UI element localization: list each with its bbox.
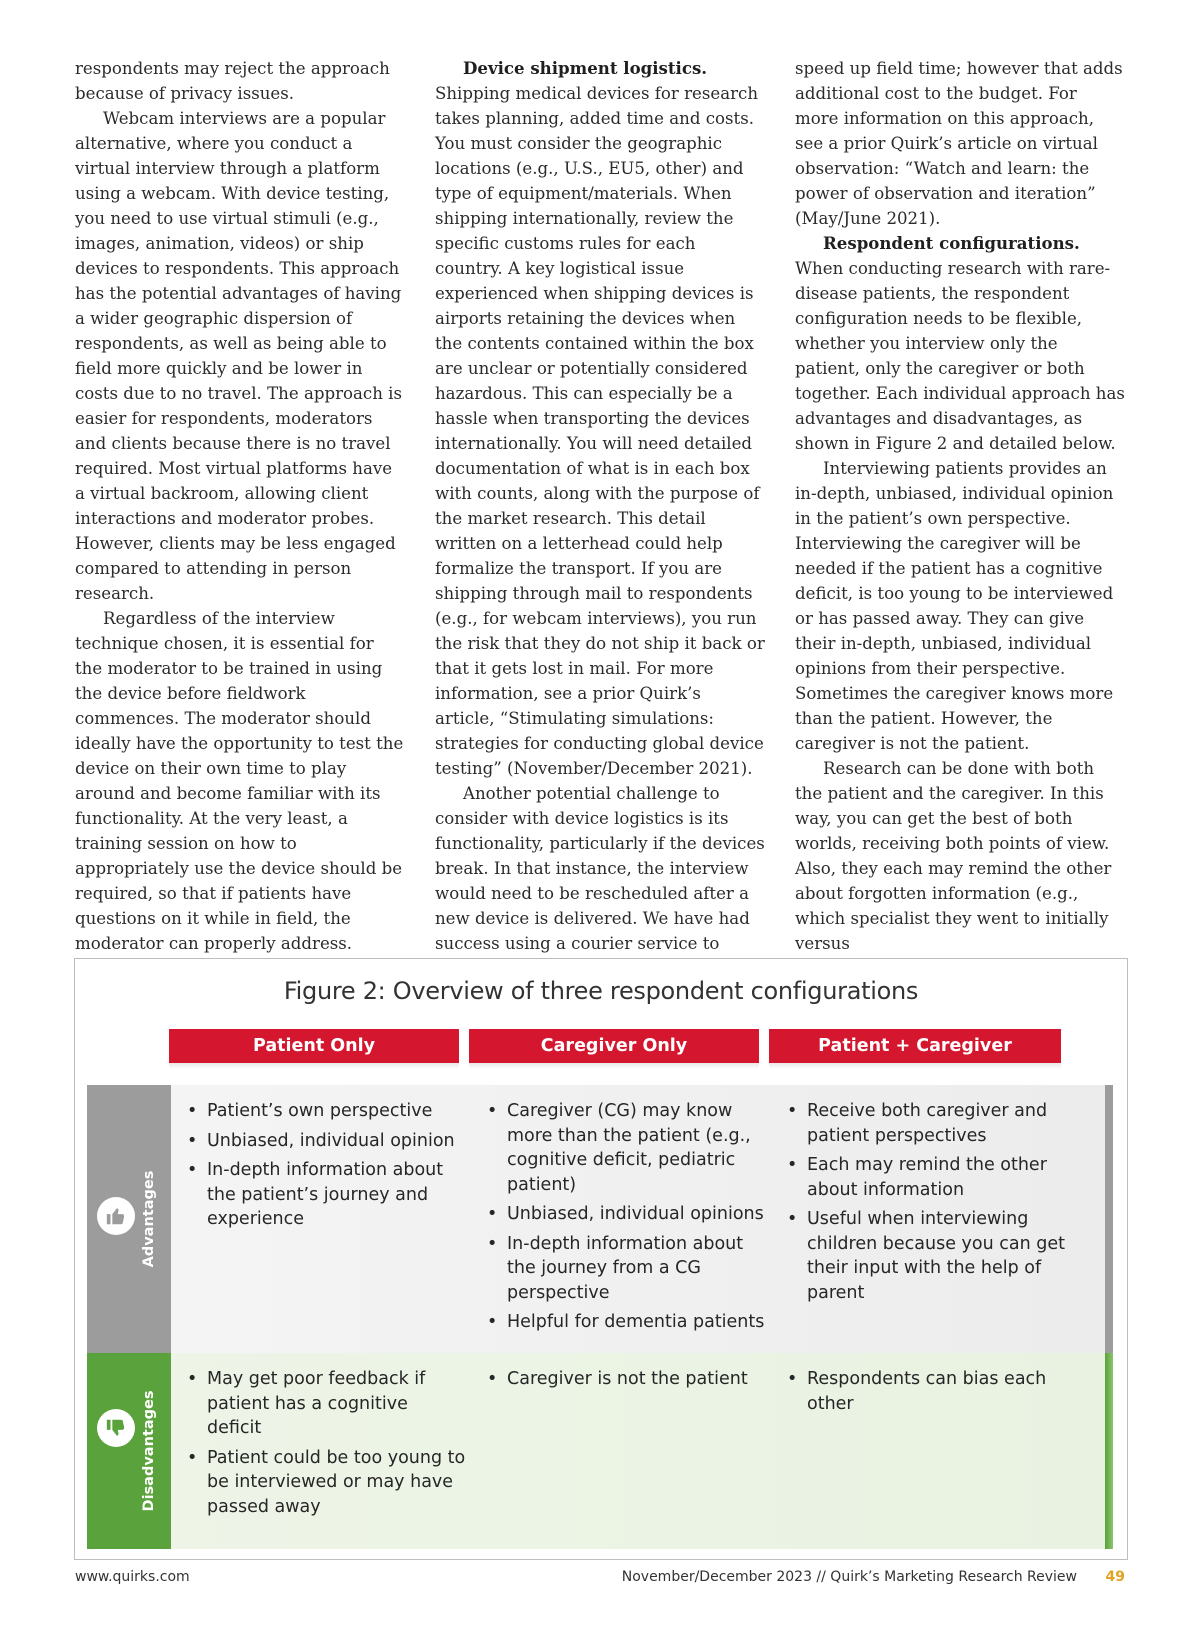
disadvantages-patient-caregiver: [785, 1367, 1069, 1421]
list-item: • May get poor feedback if patient has a cognitive deficit: [185, 1367, 467, 1441]
disadvantages-edge: [1105, 1353, 1113, 1549]
header-patient-caregiver: Patient + Caregiver: [769, 1029, 1061, 1063]
list-item: • In-depth information about the journey from a CG perspective: [485, 1232, 769, 1306]
list-item: • Patient’s own perspective: [185, 1099, 467, 1124]
thumbs-down-icon: [97, 1409, 135, 1447]
paragraph: Another potential challenge to consider with device logistics is its functionality, particularly if the devices break. In that instance, the interview would need to be rescheduled after a new device is delivered. We have had success using a courier service to: [435, 784, 765, 953]
advantages-label: Advantages: [141, 1170, 157, 1268]
disadvantages-sidebar: [87, 1353, 171, 1549]
list-item: • In-depth information about the patient’s journey and experience: [185, 1158, 467, 1232]
footer-publication: November/December 2023 // Quirk’s Marketing Research Review: [621, 1569, 1077, 1585]
paragraph: Interviewing patients provides an in-depth, unbiased, individual opinion in the patient’s own perspective. Interviewing the caregiver will be needed if the patient has a cognitive deficit, is too young to be interviewed or has passed away. They can give their in-depth, unbiased, individual opinions from their perspective. Sometimes the caregiver knows more than the patient. However, the caregiver is not the patient.: [795, 459, 1114, 753]
page-number: 49: [1105, 1569, 1125, 1585]
list-item: • Patient could be too young to be interviewed or may have passed away: [185, 1446, 467, 1520]
page-footer: [75, 1569, 1125, 1593]
list-item: • Caregiver is not the patient: [485, 1367, 769, 1392]
list-item: • Each may remind the other about information: [785, 1153, 1069, 1202]
disadvantages-patient-only: [185, 1367, 467, 1524]
list-item: • Helpful for dementia patients: [485, 1310, 769, 1335]
advantages-patient-caregiver: [785, 1099, 1069, 1310]
thumbs-up-icon: [97, 1197, 135, 1235]
column-2: [435, 56, 765, 953]
paragraph: Webcam interviews are a popular alternative, where you conduct a virtual interview through a platform using a webcam. With device testing, you need to use virtual stimuli (e.g., images, animation, videos) or ship devices to respondents. This approach has the potential advantages of having a wider geographic dispersion of respondents, as well as being able to field more quickly and be lower in costs due to no travel. The approach is easier for respondents, moderators and clients because there is no travel required. Most virtual platforms have a virtual backroom, allowing client interactions and moderator probes. However, clients may be less engaged compared to attending in person research.: [75, 109, 402, 603]
figure-title: Figure 2: Overview of three respondent configurations: [283, 977, 919, 1005]
list-item: • Respondents can bias each other: [785, 1367, 1069, 1416]
disadvantages-caregiver-only: [485, 1367, 769, 1397]
figure-2: [74, 958, 1128, 1560]
paragraph: speed up field time; however that adds additional cost to the budget. For more information on this approach, see a prior Quirk’s article on virtual observation: “Watch and learn: the power of observation and iteration” (May/June 2021).: [795, 59, 1123, 228]
list-item: • Unbiased, individual opinions: [485, 1202, 769, 1227]
list-item: • Useful when interviewing children because you can get their input with the help of parent: [785, 1207, 1069, 1305]
paragraph: Device shipment logistics. Shipping medical devices for research takes planning, added time and costs. You must consider the geographic locations (e.g., U.S., EU5, other) and type of equipment/materials. When shipping internationally, review the specific customs rules for each country. A key logistical issue experienced when shipping devices is airports retaining the devices when the contents contained within the box are unclear or potentially considered hazardous. This can especially be a hassle when transporting the devices internationally. You will need detailed documentation of what is in each box with counts, along with the purpose of the market research. This detail written on a letterhead could help formalize the transport. If you are shipping through mail to respondents (e.g., for webcam interviews), you run the risk that they do not ship it back or that it gets lost in mail. For more information, see a prior Quirk’s article, “Stimulating simulations: strategies for conducting global device testing” (November/December 2021).: [435, 58, 765, 778]
column-1: [75, 56, 405, 953]
advantages-patient-only: [185, 1099, 467, 1237]
advantages-caregiver-only: [485, 1099, 769, 1340]
article-columns: [75, 56, 1125, 953]
disadvantages-row: [87, 1353, 1105, 1549]
list-item: • Caregiver (CG) may know more than the patient (e.g., cognitive deficit, pediatric patient): [485, 1099, 769, 1197]
paragraph: Respondent configurations. When conducting research with rare-disease patients, the respondent configuration needs to be flexible, whether you interview only the patient, only the caregiver or both together. Each individual approach has advantages and disadvantages, as shown in Figure 2 and detailed below.: [795, 233, 1125, 453]
header-patient-only: Patient Only: [169, 1029, 459, 1063]
column-3: [795, 56, 1125, 953]
advantages-sidebar: [87, 1085, 171, 1353]
advantages-edge: [1105, 1085, 1113, 1353]
paragraph: Research can be done with both the patient and the caregiver. In this way, you can get the best of both worlds, receiving both points of view. Also, they each may remind the other about forgotten information (e.g., which specialist they went to initially versus: [795, 759, 1112, 953]
footer-url[interactable]: www.quirks.com: [75, 1569, 190, 1585]
paragraph: respondents may reject the approach because of privacy issues.: [75, 59, 390, 103]
disadvantages-label: Disadvantages: [141, 1390, 157, 1512]
paragraph: Regardless of the interview technique chosen, it is essential for the moderator to be trained in using the device before fieldwork commences. The moderator should ideally have the opportunity to test the device on their own time to play around and become familiar with its functionality. At the very least, a training session on how to appropriately use the device should be required, so that if patients have questions on it while in field, the moderator can properly address.: [75, 609, 404, 953]
list-item: • Receive both caregiver and patient perspectives: [785, 1099, 1069, 1148]
list-item: • Unbiased, individual opinion: [185, 1129, 467, 1154]
advantages-row: [87, 1085, 1105, 1353]
header-caregiver-only: Caregiver Only: [469, 1029, 759, 1063]
